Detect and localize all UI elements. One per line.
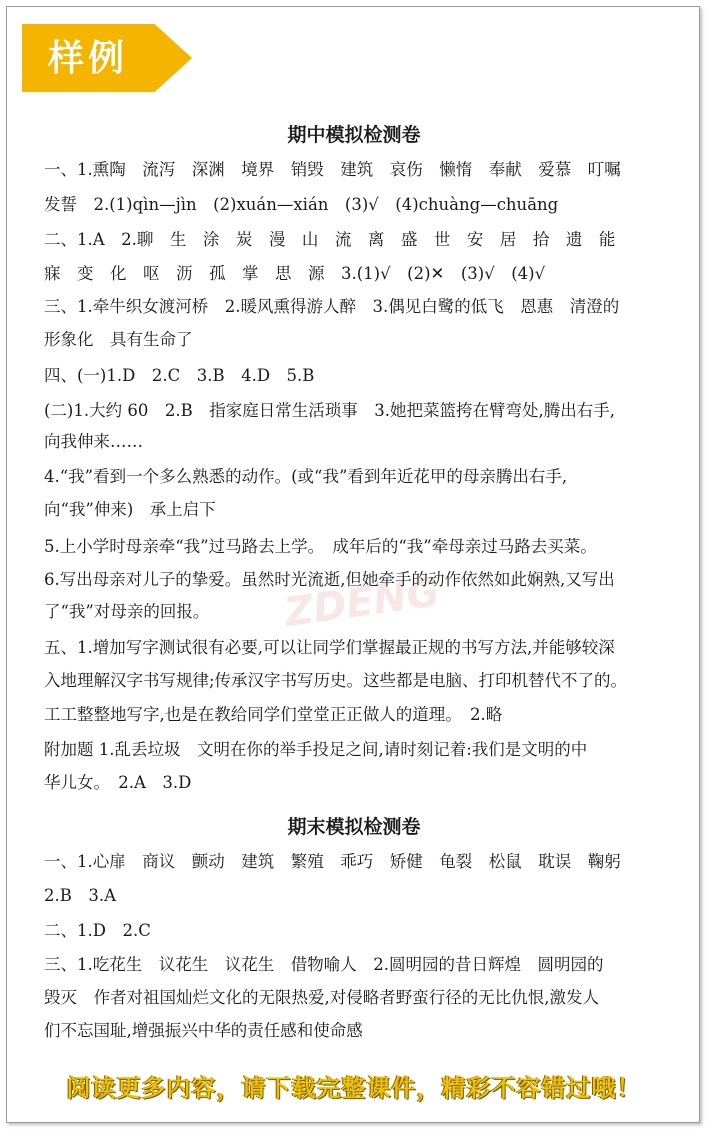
- answer-line: 6.写出母亲对儿子的挚爱。虽然时光流逝,但她牵手的动作依然如此娴熟,又写出: [44, 570, 615, 589]
- answer-line: 二、1.A 2.聊 生 涂 炭 漫 山 流 离 盛 世 安 居 拾 遗 能: [44, 230, 616, 249]
- answer-line: 一、1.熏陶 流泻 深渊 境界 销毁 建筑 哀伤 懒惰 奉献 爱慕 叮嘱: [44, 160, 621, 179]
- answer-line: 了“我”对母亲的回报。: [44, 602, 210, 621]
- answer-line: 4.“我”看到一个多么熟悉的动作。(或“我”看到年近花甲的母亲腾出右手,: [44, 467, 568, 486]
- answer-line: 寐 变 化 呕 沥 孤 掌 思 源 3.(1)√ (2)✕ (3)√ (4)√: [44, 264, 546, 283]
- midterm-title: 期中模拟检测卷: [287, 124, 421, 146]
- answer-line: 发誓 2.(1)qìn—jìn (2)xuán—xián (3)√ (4)chuàng—chuāng: [44, 195, 559, 214]
- answer-line: 三、1.牵牛织女渡河桥 2.暖风熏得游人醉 3.偶见白鹭的低飞 恩惠 清澄的: [44, 297, 620, 316]
- answer-line: 向“我”伸来) 承上启下: [44, 500, 216, 519]
- answer-line: 2.B 3.A: [44, 886, 117, 905]
- answer-line: (二)1.大约 60 2.B 指家庭日常生活琐事 3.她把菜篮挎在臂弯处,腾出右手,: [44, 401, 615, 420]
- answer-line: 向我伸来……: [44, 432, 143, 451]
- answer-line: 华儿女。 2.A 3.D: [44, 773, 192, 792]
- answer-line: 一、1.心扉 商议 颤动 建筑 繁殖 乖巧 矫健 龟裂 松鼠 耽误 鞠躬: [44, 852, 621, 871]
- answer-line: 形象化 具有生命了: [44, 330, 193, 349]
- answer-line: 三、1.吃花生 议花生 议花生 借物喻人 2.圆明园的昔日辉煌 圆明园的: [44, 955, 604, 974]
- answer-line: 五、1.增加写字测试很有必要,可以让同学们掌握最正规的书写方法,并能够较深: [44, 638, 615, 657]
- answer-line: 四、(一)1.D 2.C 3.B 4.D 5.B: [44, 366, 315, 385]
- sample-tag-label: 样例: [48, 38, 129, 79]
- answer-line: 毁灭 作者对祖国灿烂文化的无限热爱,对侵略者野蛮行径的无比仇恨,激发人: [44, 988, 599, 1007]
- answer-line: 5.上小学时母亲牵“我”过马路去上学。 成年后的“我”牵母亲过马路去买菜。: [44, 537, 597, 556]
- watermark-logo: ZDENG: [281, 569, 443, 637]
- answer-line: 工工整整地写字,也是在教给同学们堂堂正正做人的道理。 2.略: [44, 705, 503, 724]
- answer-line: 附加题 1.乱丢垃圾 文明在你的举手投足之间,请时刻记着:我们是文明的中: [44, 740, 588, 759]
- final-title: 期末模拟检测卷: [287, 816, 421, 838]
- answer-line: 入地理解汉字书写规律;传承汉字书写历史。这些都是电脑、打印机替代不了的。: [44, 671, 628, 690]
- answer-line: 们不忘国耻,增强振兴中华的责任感和使命感: [44, 1021, 363, 1040]
- download-banner: 阅读更多内容，请下载完整课件，精彩不容错过哦！: [66, 1073, 642, 1102]
- answer-line: 二、1.D 2.C: [44, 921, 151, 940]
